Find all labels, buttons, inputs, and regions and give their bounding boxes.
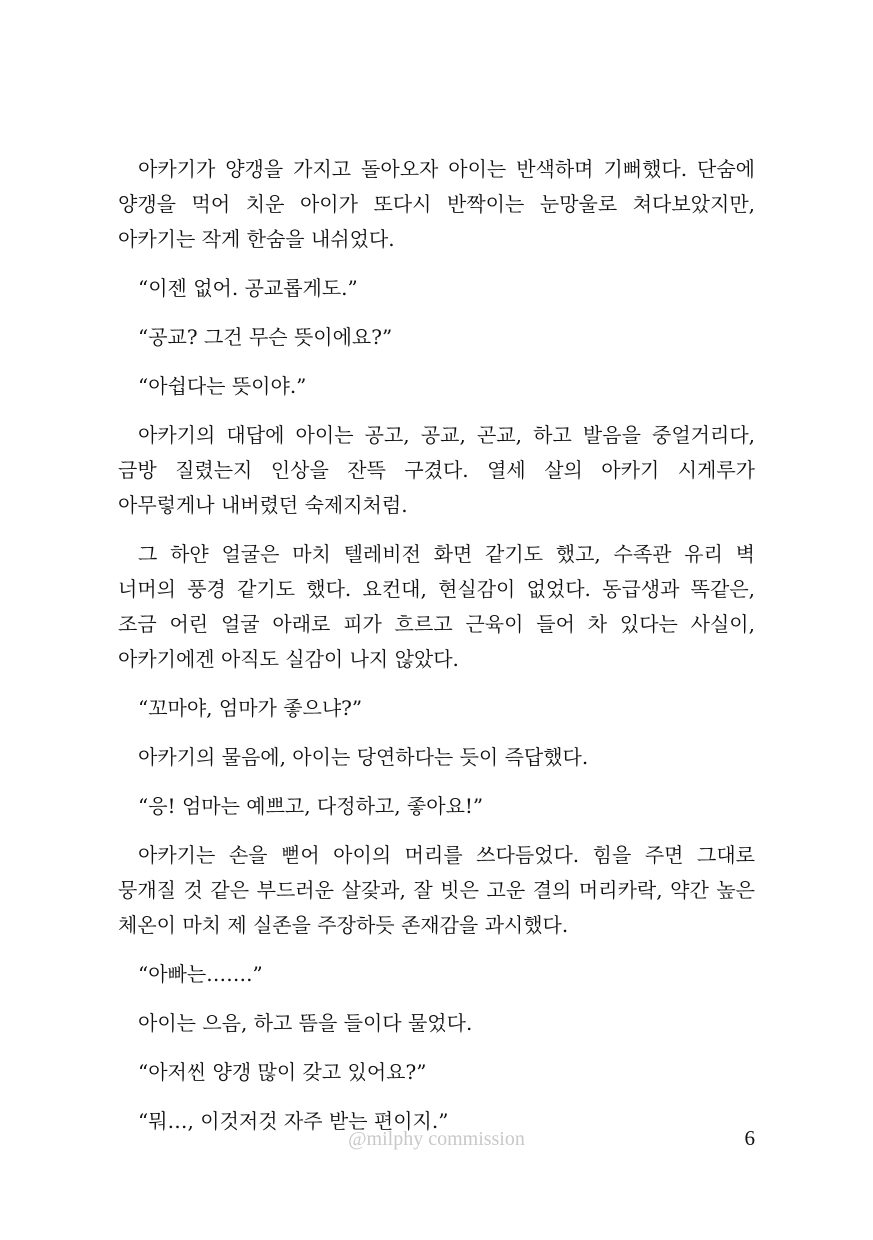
watermark: @milphy commission: [348, 1128, 525, 1150]
paragraph: 아이는 으음, 하고 뜸을 들이다 물었다.: [138, 1011, 473, 1035]
dialogue-line: “뭐…, 이것저것 자주 받는 편이지.”: [138, 1109, 449, 1133]
page-number: 6: [744, 1126, 755, 1150]
paragraph: 아카기의 대답에 아이는 공고, 공교, 곤교, 하고 발음을 중얼거리다, 금방 질렸는지 인상을 잔뜩 구겼다. 열세 살의 아카기 시게루가 아무렇게나 내버렸던 숙제지처럼.: [118, 423, 755, 517]
dialogue-line: “응! 엄마는 예쁘고, 다정하고, 좋아요!”: [138, 794, 484, 818]
dialogue-line: “아쉽다는 뜻이야.”: [138, 374, 307, 398]
paragraph: 아카기가 양갱을 가지고 돌아오자 아이는 반색하며 기뻐했다. 단숨에 양갱을 먹어 치운 아이가 또다시 반짝이는 눈망울로 쳐다보았지만, 아카기는 작게 한숨을 내쉬었다.: [118, 157, 755, 251]
dialogue-line: “공교? 그건 무슨 뜻이에요?”: [138, 325, 393, 349]
paragraph: 그 하얀 얼굴은 마치 텔레비전 화면 같기도 했고, 수족관 유리 벽 너머의 풍경 같기도 했다. 요컨대, 현실감이 없었다. 동급생과 똑같은, 조금 어린 얼굴 아래로 피가 흐르고 근육이 들어 차 있다는 사실이, 아카기에겐 아직도 실감이 나지 않았다.: [118, 542, 755, 671]
dialogue-line: “아저씬 양갱 많이 갖고 있어요?”: [138, 1060, 427, 1084]
dialogue-line: “이젠 없어. 공교롭게도.”: [138, 276, 358, 300]
body-text: [118, 152, 755, 1153]
dialogue-line: “꼬마야, 엄마가 좋으냐?”: [138, 696, 363, 720]
dialogue-line: “아빠는…….”: [138, 962, 263, 986]
paragraph: 아카기의 물음에, 아이는 당연하다는 듯이 즉답했다.: [138, 745, 589, 769]
paragraph: 아카기는 손을 뻗어 아이의 머리를 쓰다듬었다. 힘을 주면 그대로 뭉개질 것 같은 부드러운 살갗과, 잘 빗은 고운 결의 머리카락, 약간 높은 체온이 마치 제 실존을 주장하듯 존재감을 과시했다.: [118, 843, 755, 937]
